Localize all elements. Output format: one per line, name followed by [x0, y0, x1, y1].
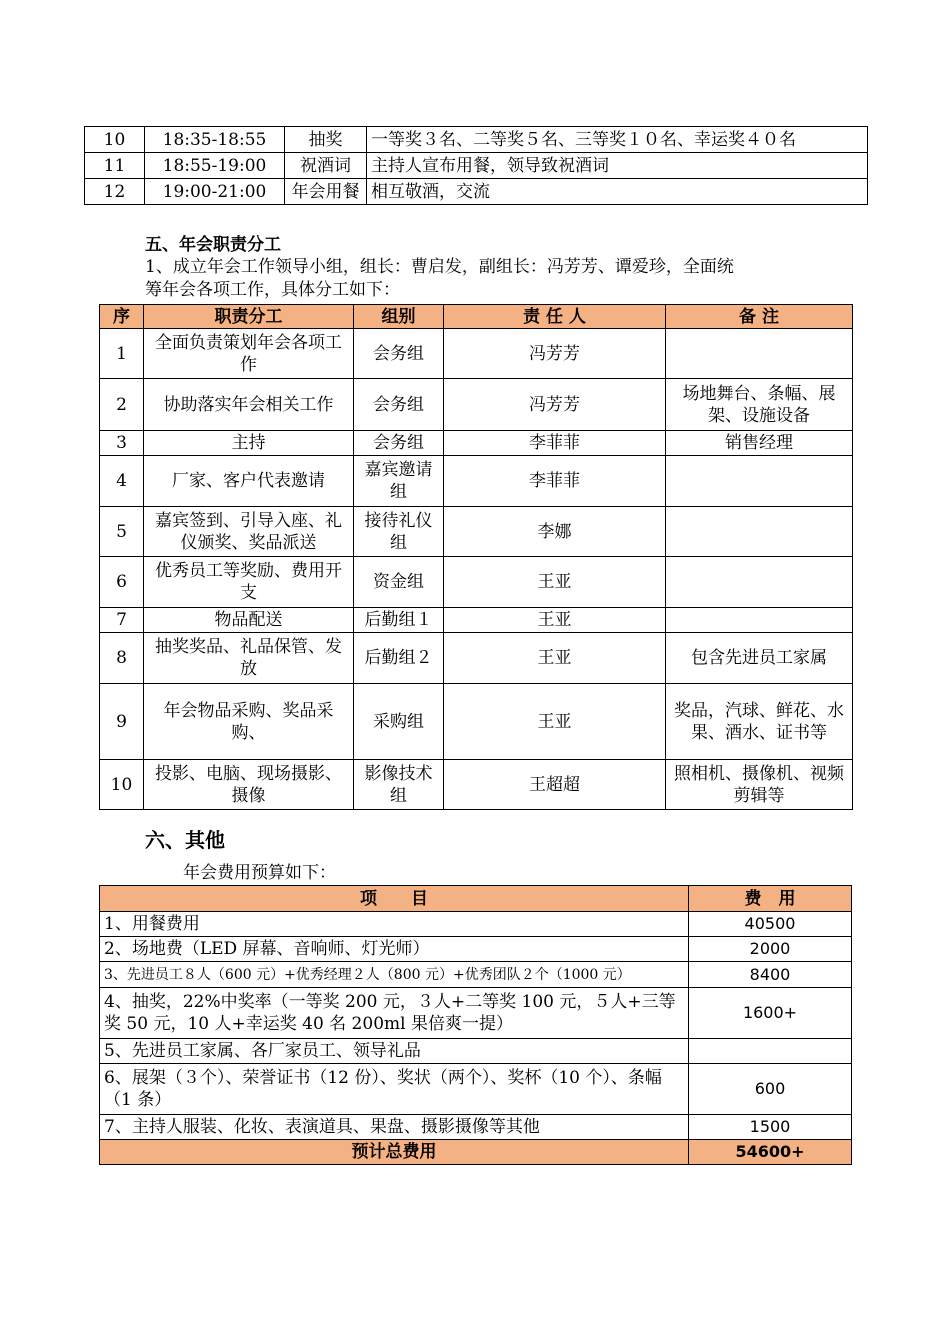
- duty-no: 3: [100, 431, 144, 456]
- table-row: [85, 179, 868, 205]
- header-item: 项 目: [100, 886, 689, 912]
- section5-heading: 五、年会职责分工: [145, 235, 281, 255]
- duty-no: 5: [100, 507, 144, 557]
- duty-desc: 协助落实年会相关工作: [144, 379, 354, 431]
- schedule-desc: 一等奖３名、二等奖５名、三等奖１０名、幸运奖４０名: [367, 127, 868, 153]
- duty-person: 王亚: [444, 608, 666, 633]
- duty-no: 4: [100, 456, 144, 507]
- table-row: [100, 329, 853, 379]
- duty-no: 8: [100, 633, 144, 684]
- schedule-desc: 相互敬酒，交流: [367, 179, 868, 205]
- duty-note: [666, 608, 853, 633]
- duty-desc: 全面负责策划年会各项工作: [144, 329, 354, 379]
- duty-note: 销售经理: [666, 431, 853, 456]
- duty-person: 李菲菲: [444, 431, 666, 456]
- table-row: [100, 988, 852, 1039]
- section5-intro-line1: 1、成立年会工作领导小组，组长：曹启发，副组长：冯芳芳、谭爱珍，全面统: [145, 257, 734, 277]
- header-cost: 费 用: [689, 886, 852, 912]
- duty-no: 1: [100, 329, 144, 379]
- duty-group: 采购组: [354, 684, 444, 760]
- budget-item: 7、主持人服装、化妆、表演道具、果盘、摄影摄像等其他: [100, 1115, 689, 1140]
- budget-item: 2、场地费（LED 屏幕、音响师、灯光师）: [100, 937, 689, 962]
- schedule-item: 抽奖: [285, 127, 367, 153]
- duties-header-row: [100, 305, 853, 329]
- budget-cost: 8400: [689, 962, 852, 988]
- budget-item: 6、展架（３个）、荣誉证书（12 份）、奖状（两个）、奖杯（10 个）、条幅（1 条）: [100, 1064, 689, 1115]
- schedule-item: 年会用餐: [285, 179, 367, 205]
- duty-person: 王亚: [444, 633, 666, 684]
- budget-item: 3、先进员工８人（600 元）+优秀经理２人（800 元）+优秀团队２个（1000 元）: [100, 962, 689, 988]
- budget-item: 1、用餐费用: [100, 912, 689, 937]
- duty-note: 照相机、摄像机、视频剪辑等: [666, 760, 853, 810]
- schedule-no: 11: [85, 153, 145, 179]
- duty-desc: 物品配送: [144, 608, 354, 633]
- header-duty: 职责分工: [144, 305, 354, 329]
- table-row: [85, 127, 868, 153]
- section6-intro: 年会费用预算如下：: [183, 863, 336, 883]
- schedule-desc: 主持人宣布用餐，领导致祝酒词: [367, 153, 868, 179]
- budget-cost: [689, 1039, 852, 1064]
- duty-group: 嘉宾邀请组: [354, 456, 444, 507]
- duty-no: 10: [100, 760, 144, 810]
- budget-header-row: [100, 886, 852, 912]
- budget-total-row: [100, 1140, 852, 1165]
- duty-group: 会务组: [354, 431, 444, 456]
- budget-total-label: 预计总费用: [100, 1140, 689, 1165]
- header-note: 备 注: [666, 305, 853, 329]
- duty-note: [666, 557, 853, 608]
- header-group: 组别: [354, 305, 444, 329]
- duty-person: 冯芳芳: [444, 379, 666, 431]
- duty-desc: 主持: [144, 431, 354, 456]
- table-row: [85, 153, 868, 179]
- table-row: [100, 557, 853, 608]
- duty-group: 会务组: [354, 329, 444, 379]
- duty-group: 会务组: [354, 379, 444, 431]
- duty-note: 场地舞台、条幅、展架、设施设备: [666, 379, 853, 431]
- duty-group: 后勤组１: [354, 608, 444, 633]
- table-row: [100, 456, 853, 507]
- header-person: 责 任 人: [444, 305, 666, 329]
- table-row: [100, 1064, 852, 1115]
- budget-item: 5、先进员工家属、各厂家员工、领导礼品: [100, 1039, 689, 1064]
- duty-group: 接待礼仪组: [354, 507, 444, 557]
- duty-no: 7: [100, 608, 144, 633]
- duty-group: 影像技术组: [354, 760, 444, 810]
- duty-desc: 年会物品采购、奖品采购、: [144, 684, 354, 760]
- duty-person: 王亚: [444, 557, 666, 608]
- schedule-no: 12: [85, 179, 145, 205]
- duty-note: [666, 507, 853, 557]
- schedule-item: 祝酒词: [285, 153, 367, 179]
- table-row: [100, 431, 853, 456]
- budget-item: 4、抽奖，22%中奖率（一等奖 200 元，３人+二等奖 100 元，５人+三等奖 50 元，10 人+幸运奖 40 名 200ml 果倍爽一提）: [100, 988, 689, 1039]
- duty-note: [666, 329, 853, 379]
- schedule-time: 18:35-18:55: [145, 127, 285, 153]
- duty-no: 6: [100, 557, 144, 608]
- duty-desc: 抽奖奖品、礼品保管、发放: [144, 633, 354, 684]
- table-row: [100, 608, 853, 633]
- budget-cost: 2000: [689, 937, 852, 962]
- table-row: [100, 1115, 852, 1140]
- duty-desc: 嘉宾签到、引导入座、礼仪颁奖、奖品派送: [144, 507, 354, 557]
- table-row: [100, 1039, 852, 1064]
- schedule-no: 10: [85, 127, 145, 153]
- section6-heading: 六、其他: [145, 828, 225, 852]
- budget-table: [99, 885, 852, 1165]
- duty-person: 王超超: [444, 760, 666, 810]
- table-row: [100, 962, 852, 988]
- table-row: [100, 937, 852, 962]
- duty-group: 资金组: [354, 557, 444, 608]
- duty-person: 李娜: [444, 507, 666, 557]
- duty-note: 奖品，汽球、鲜花、水果、酒水、证书等: [666, 684, 853, 760]
- duty-note: [666, 456, 853, 507]
- header-no: 序: [100, 305, 144, 329]
- budget-cost: 40500: [689, 912, 852, 937]
- duty-desc: 优秀员工等奖励、费用开支: [144, 557, 354, 608]
- schedule-table: [84, 126, 868, 205]
- table-row: [100, 684, 853, 760]
- budget-cost: 600: [689, 1064, 852, 1115]
- budget-total-value: 54600+: [689, 1140, 852, 1165]
- budget-cost: 1500: [689, 1115, 852, 1140]
- schedule-time: 19:00-21:00: [145, 179, 285, 205]
- duty-group: 后勤组２: [354, 633, 444, 684]
- duty-desc: 厂家、客户代表邀请: [144, 456, 354, 507]
- table-row: [100, 379, 853, 431]
- duty-no: 2: [100, 379, 144, 431]
- duty-note: 包含先进员工家属: [666, 633, 853, 684]
- table-row: [100, 633, 853, 684]
- duty-desc: 投影、电脑、现场摄影、摄像: [144, 760, 354, 810]
- duties-table: [99, 304, 853, 810]
- table-row: [100, 760, 853, 810]
- section5-intro-line2: 筹年会各项工作，具体分工如下：: [145, 280, 400, 300]
- duty-person: 李菲菲: [444, 456, 666, 507]
- table-row: [100, 507, 853, 557]
- table-row: [100, 912, 852, 937]
- duty-no: 9: [100, 684, 144, 760]
- budget-cost: 1600+: [689, 988, 852, 1039]
- duty-person: 王亚: [444, 684, 666, 760]
- schedule-time: 18:55-19:00: [145, 153, 285, 179]
- duty-person: 冯芳芳: [444, 329, 666, 379]
